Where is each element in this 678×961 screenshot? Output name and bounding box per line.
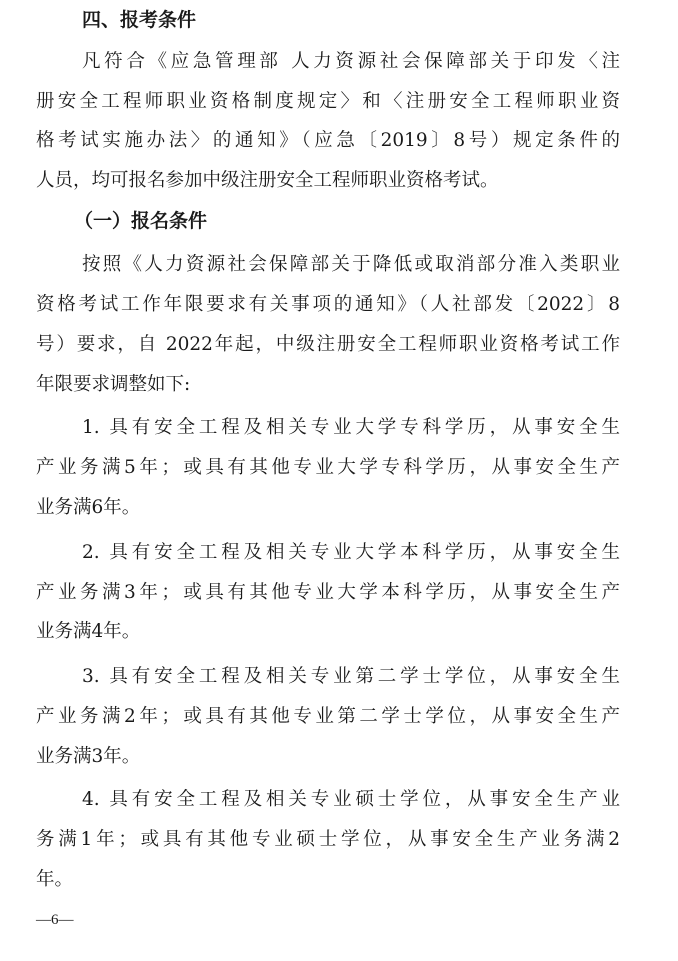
- paragraph-line: 按照《人力资源社会保障部关于降低或取消部分准入类职业: [82, 254, 620, 275]
- list-item-line: 1. 具有安全工程及相关专业大学专科学历，从事安全生: [82, 417, 620, 438]
- list-item-line: 产业务满5年；或具有其他专业大学专科学历，从事安全生产: [36, 457, 620, 478]
- paragraph-line: 年限要求调整如下:: [36, 374, 191, 395]
- list-item-line: 务满1年；或具有其他专业硕士学位，从事安全生产业务满2: [36, 829, 620, 850]
- list-item-line: 3. 具有安全工程及相关专业第二学士学位，从事安全生: [82, 666, 620, 687]
- list-item-line: 产业务满3年；或具有其他专业大学本科学历，从事安全生产: [36, 582, 620, 603]
- list-item-line: 业务满4年。: [36, 621, 141, 642]
- paragraph-line: 册安全工程师职业资格制度规定〉和〈注册安全工程师职业资: [36, 91, 620, 112]
- list-item-line: 业务满3年。: [36, 746, 141, 767]
- page-number: —6—: [36, 912, 74, 928]
- list-item-line: 4. 具有安全工程及相关专业硕士学位，从事安全生产业: [82, 789, 620, 810]
- paragraph-line: 号）要求，自 2022年起，中级注册安全工程师职业资格考试工作: [36, 334, 620, 355]
- paragraph-line: 格考试实施办法〉的通知》（应急〔2019〕8号）规定条件的: [36, 130, 620, 151]
- paragraph-line: 凡符合《应急管理部 人力资源社会保障部关于印发〈注: [82, 51, 620, 72]
- list-item-line: 产业务满2年；或具有其他专业第二学士学位，从事安全生产: [36, 706, 620, 727]
- subsection-heading: （一）报名条件: [74, 210, 208, 232]
- paragraph-line: 人员，均可报名参加中级注册安全工程师职业资格考试。: [36, 170, 499, 191]
- list-item-line: 2. 具有安全工程及相关专业大学本科学历，从事安全生: [82, 542, 620, 563]
- list-item-line: 业务满6年。: [36, 497, 141, 518]
- paragraph-line: 资格考试工作年限要求有关事项的通知》（人社部发〔2022〕8: [36, 294, 620, 315]
- list-item-line: 年。: [36, 869, 74, 890]
- section-heading: 四、报考条件: [82, 9, 197, 31]
